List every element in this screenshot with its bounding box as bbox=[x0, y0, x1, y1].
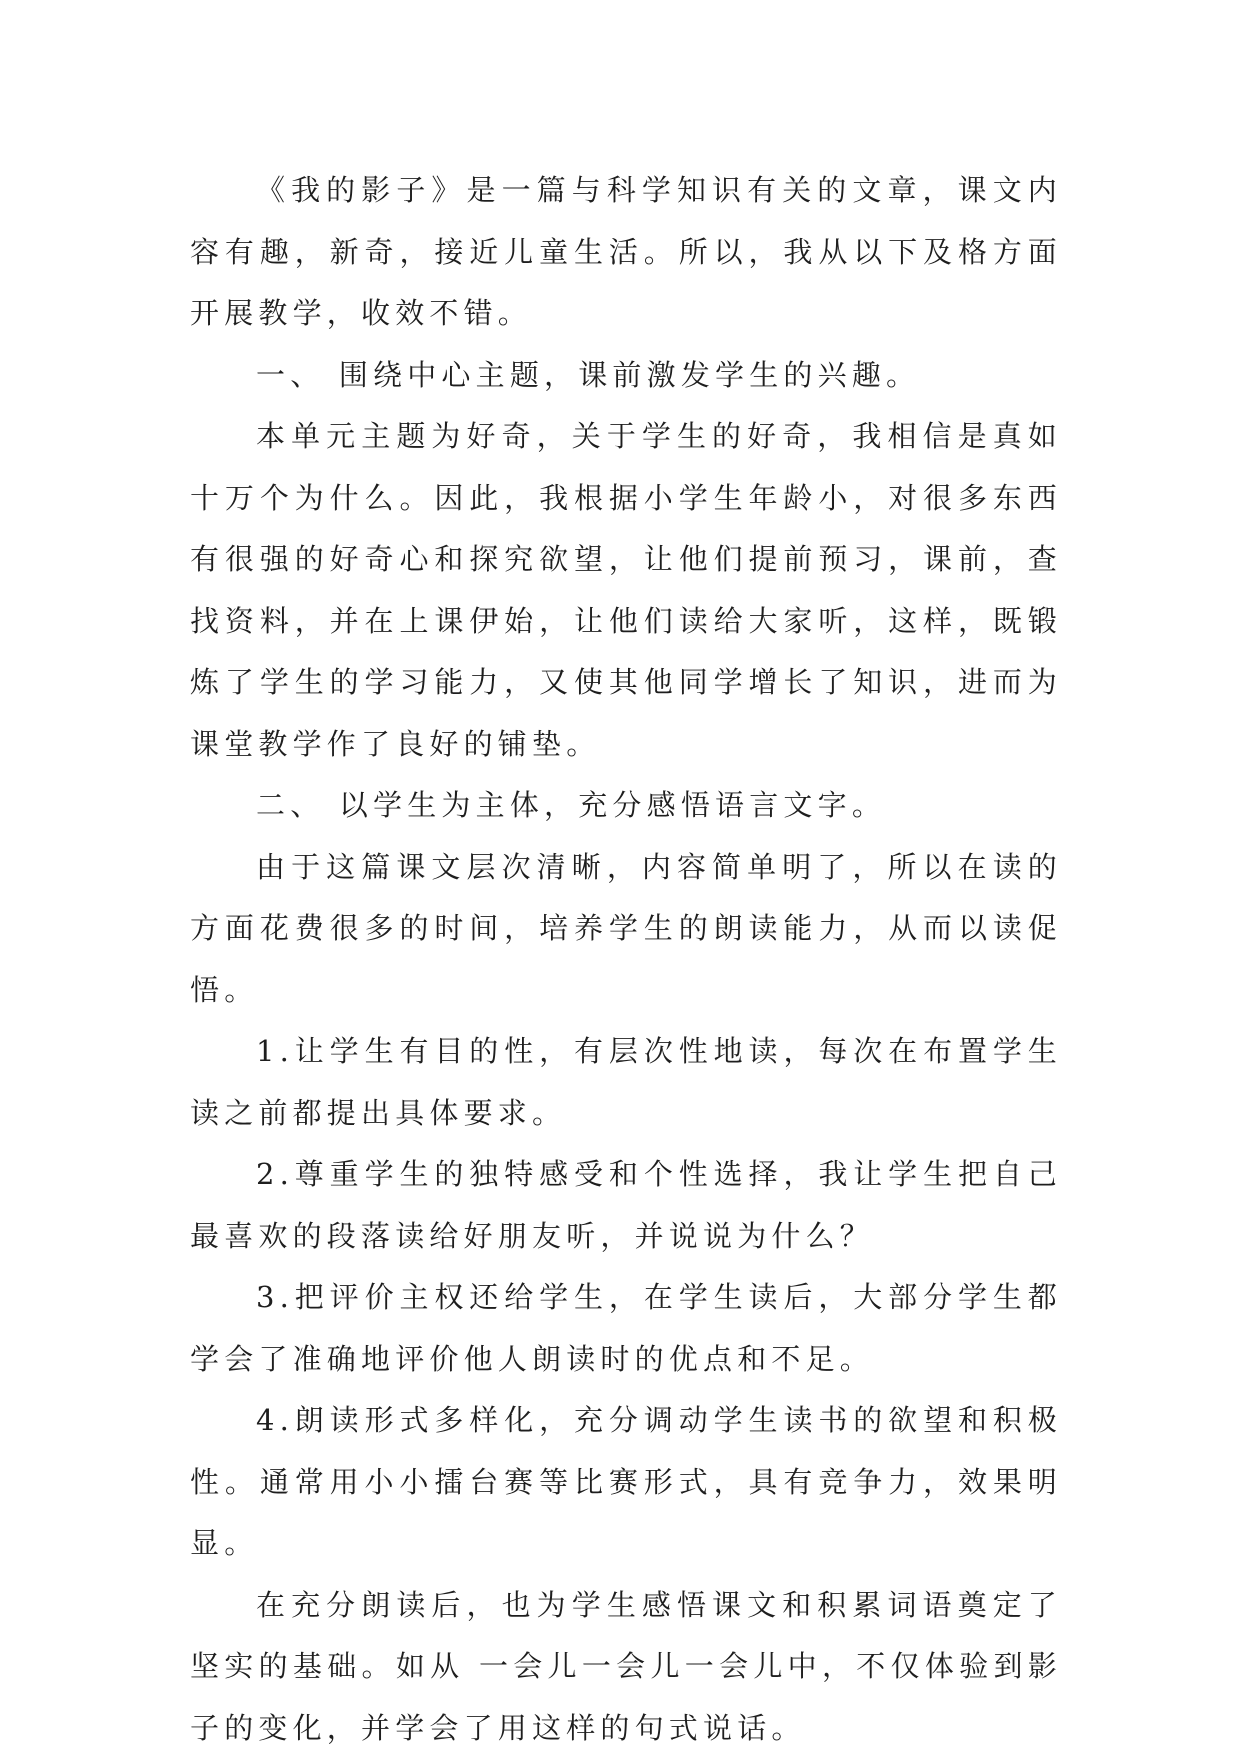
list-item-4: 4.朗读形式多样化，充分调动学生读书的欲望和积极性。通常用小小擂台赛等比赛形式，具有竞争力，效果明显。 bbox=[190, 1390, 1062, 1575]
paragraph-conclusion: 在充分朗读后，也为学生感悟课文和积累词语奠定了坚实的基础。如从 一会儿一会儿一会儿中，不仅体验到影子的变化，并学会了用这样的句式说话。 bbox=[190, 1575, 1062, 1759]
document-body bbox=[190, 160, 1062, 1759]
list-item-2: 2.尊重学生的独特感受和个性选择，我让学生把自己最喜欢的段落读给好朋友听，并说说为什么？ bbox=[190, 1144, 1062, 1267]
paragraph-section-1: 本单元主题为好奇，关于学生的好奇，我相信是真如十万个为什么。因此，我根据小学生年龄小，对很多东西有很强的好奇心和探究欲望，让他们提前预习，课前，查找资料，并在上课伊始，让他们读给大家听，这样，既锻炼了学生的学习能力，又使其他同学增长了知识，进而为课堂教学作了良好的铺垫。 bbox=[190, 406, 1062, 775]
heading-section-2: 二、 以学生为主体，充分感悟语言文字。 bbox=[190, 775, 1062, 837]
paragraph-intro: 《我的影子》是一篇与科学知识有关的文章，课文内容有趣，新奇，接近儿童生活。所以，我从以下及格方面开展教学，收效不错。 bbox=[190, 160, 1062, 345]
heading-section-1: 一、 围绕中心主题，课前激发学生的兴趣。 bbox=[190, 345, 1062, 407]
paragraph-section-2: 由于这篇课文层次清晰，内容简单明了，所以在读的方面花费很多的时间，培养学生的朗读能力，从而以读促悟。 bbox=[190, 837, 1062, 1022]
list-item-3: 3.把评价主权还给学生，在学生读后，大部分学生都学会了准确地评价他人朗读时的优点和不足。 bbox=[190, 1267, 1062, 1390]
list-item-1: 1.让学生有目的性，有层次性地读，每次在布置学生读之前都提出具体要求。 bbox=[190, 1021, 1062, 1144]
